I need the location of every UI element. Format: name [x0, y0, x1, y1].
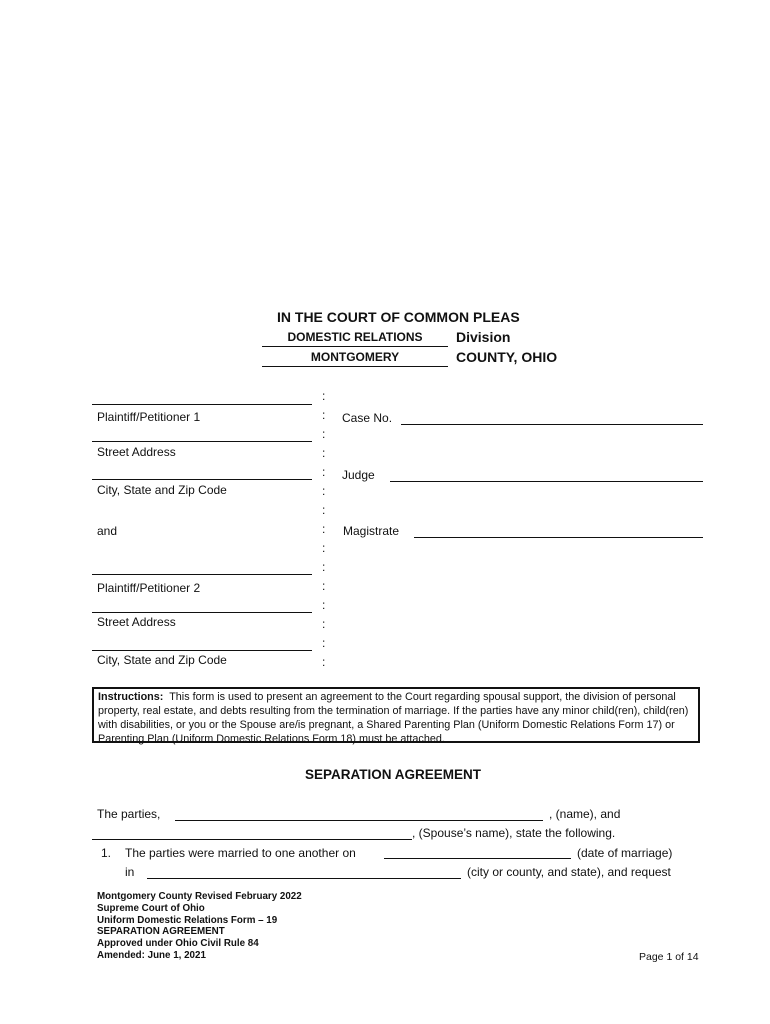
county-line [262, 366, 448, 367]
page-number: Page 1 of 14 [639, 951, 699, 963]
colon: : [322, 636, 326, 650]
city-suffix: (city or county, and state), and request [467, 865, 671, 879]
colon: : [322, 598, 326, 612]
street2-line [92, 612, 312, 613]
colon: : [322, 541, 326, 555]
footer-line: Uniform Domestic Relations Form – 19 [97, 914, 278, 926]
marriage-place-field[interactable] [147, 878, 461, 879]
in-label: in [125, 865, 135, 879]
city2-label: City, State and Zip Code [97, 653, 227, 667]
footer-block [97, 891, 302, 962]
magistrate-field[interactable] [414, 537, 703, 538]
street2-label: Street Address [97, 615, 176, 629]
plaintiff1-label: Plaintiff/Petitioner 1 [97, 410, 201, 424]
plaintiff2-label: Plaintiff/Petitioner 2 [97, 581, 201, 595]
city1-line [92, 479, 312, 480]
date-suffix: (date of marriage) [577, 846, 673, 860]
magistrate-label: Magistrate [343, 524, 400, 538]
judge-field[interactable] [390, 481, 703, 482]
colon: : [322, 389, 326, 403]
instructions-text: This form is used to present an agreement to the Court regarding spousal support, the division of personal property, real estate, and debts resulting from the termination of marriage. If the parties have any minor child(ren), child(ren) with disabilities, or you or the Spouse are/is pregnant, a Shared Parenting Plan (Uniform Domestic Relations Form 17) or Parenting Plan (Uniform Domestic Relations Form 18) must be attached. [98, 691, 689, 745]
court-title: IN THE COURT OF COMMON PLEAS [277, 309, 520, 325]
footer-line: Supreme Court of Ohio [97, 902, 205, 914]
spouse-suffix: , (Spouse’s name), state the following. [412, 826, 616, 840]
colon: : [322, 446, 326, 460]
name-suffix: , (name), and [549, 807, 621, 821]
case-no-label: Case No. [342, 411, 393, 425]
footer-line: Montgomery County Revised February 2022 [97, 891, 302, 902]
colon: : [322, 427, 326, 441]
agreement-title: SEPARATION AGREEMENT [305, 767, 482, 782]
plaintiff2-line [92, 574, 312, 575]
colon: : [322, 655, 326, 669]
colon: : [322, 522, 326, 536]
city2-line [92, 650, 312, 651]
and-label: and [97, 524, 118, 538]
item1-number: 1. [101, 846, 112, 860]
instructions-box [92, 687, 700, 743]
colon: : [322, 617, 326, 631]
county-label: COUNTY, OHIO [456, 349, 558, 365]
colon: : [322, 484, 326, 498]
division-line [262, 346, 448, 347]
marriage-date-field[interactable] [384, 858, 571, 859]
street1-label: Street Address [97, 445, 176, 459]
plaintiff1-line [92, 404, 312, 405]
footer-line: Approved under Ohio Civil Rule 84 [97, 938, 259, 950]
city1-label: City, State and Zip Code [97, 483, 227, 497]
colon: : [322, 560, 326, 574]
colon: : [322, 579, 326, 593]
colon: : [322, 408, 326, 422]
county-value: MONTGOMERY [310, 350, 400, 364]
colon: : [322, 465, 326, 479]
instructions-label: Instructions: [98, 691, 164, 703]
footer-line: SEPARATION AGREEMENT [97, 926, 225, 938]
case-no-field[interactable] [401, 424, 703, 425]
spouse-name-field[interactable] [92, 839, 412, 840]
footer-line: Amended: June 1, 2021 [97, 949, 206, 961]
party-name-field[interactable] [175, 820, 543, 821]
parties-label: The parties, [97, 807, 161, 821]
division-label: Division [456, 329, 511, 345]
division-value: DOMESTIC RELATIONS [287, 330, 423, 344]
street1-line [92, 441, 312, 442]
colon: : [322, 503, 326, 517]
item1-text: The parties were married to one another on [125, 846, 356, 860]
judge-label: Judge [342, 468, 375, 482]
